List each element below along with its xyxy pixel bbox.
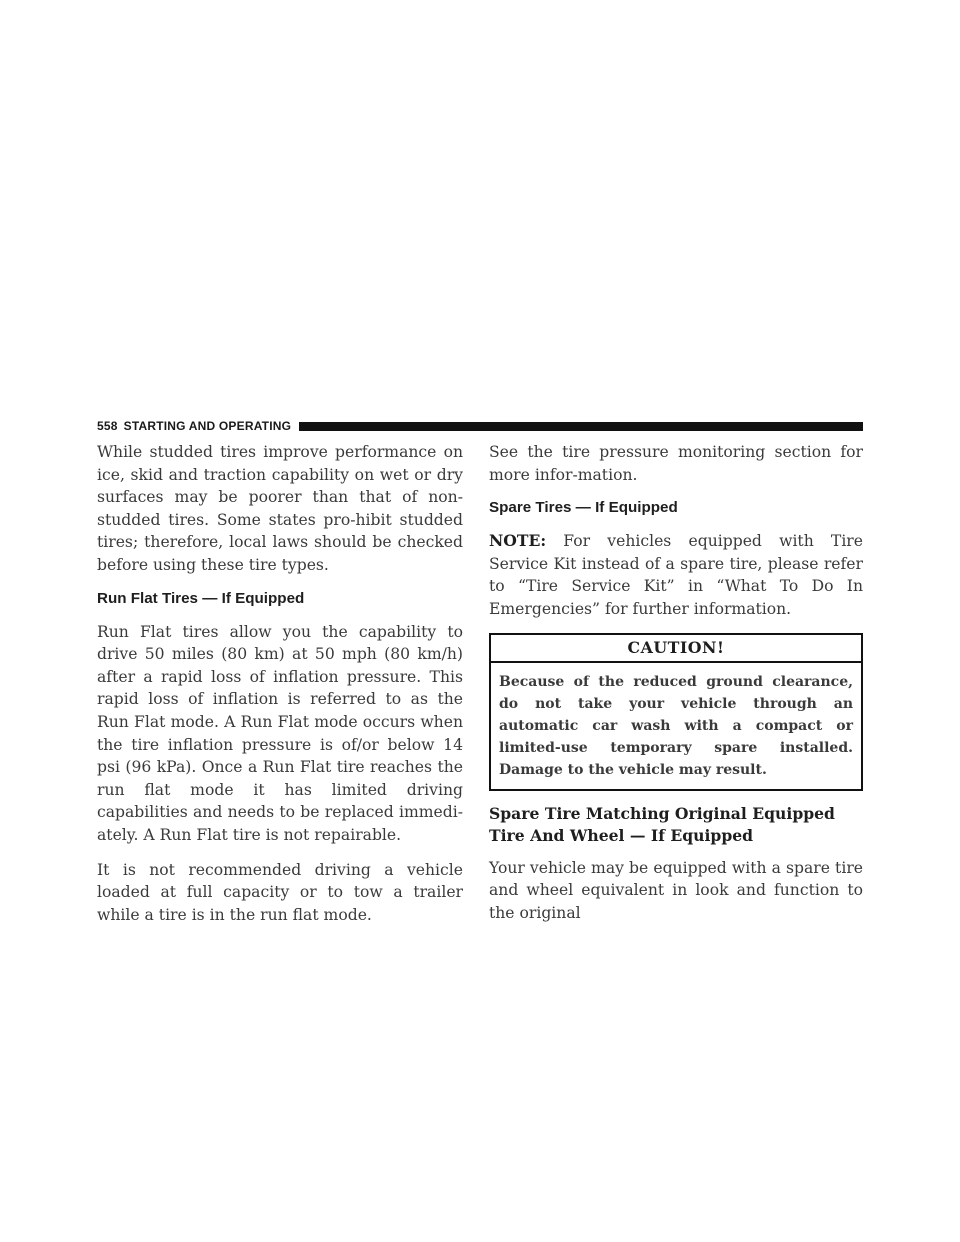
caution-title: CAUTION! bbox=[491, 635, 861, 663]
studded-tires-paragraph: While studded tires improve performance on ice, skid and traction capability on wet or dry surfaces may be poorer than that of non-studded tires. Some states pro-hibit studded tires; therefore, local laws should be checked before using these tire types. bbox=[97, 443, 463, 574]
page-header bbox=[97, 419, 863, 433]
tire-pressure-reference-paragraph: See the tire pressure monitoring section for more infor-mation. bbox=[489, 443, 863, 484]
note-paragraph bbox=[489, 530, 863, 620]
section-title: STARTING AND OPERATING bbox=[123, 419, 292, 433]
run-flat-heading: Run Flat Tires — If Equipped bbox=[97, 589, 305, 607]
header-rule bbox=[299, 422, 863, 431]
caution-text: Because of the reduced ground clearance, do not take your vehicle through an automatic car wash with a compact or limited-use temporary spare installed. Damage to the vehicle may result. bbox=[499, 673, 853, 778]
note-label: NOTE: bbox=[489, 531, 547, 551]
caution-box bbox=[489, 633, 863, 791]
left-column bbox=[97, 441, 463, 938]
right-column bbox=[489, 441, 863, 936]
page-number: 558 bbox=[97, 419, 118, 433]
spare-matching-subheading: Spare Tire Matching Original Equipped Tire And Wheel — If Equipped bbox=[489, 803, 835, 845]
note-text: For vehicles equipped with Tire Service Kit instead of a spare tire, please refer to “Tire Service Kit” in “What To Do In Emergencies” for further information. bbox=[489, 532, 863, 618]
spare-tires-heading: Spare Tires — If Equipped bbox=[489, 499, 678, 517]
run-flat-paragraph: Run Flat tires allow you the capability to drive 50 miles (80 km) at 50 mph (80 km/h) after a rapid loss of inflation pressure. This rapid loss of inflation is referred to as the Run Flat mode. A Run Flat mode occurs when the tire inflation pressure is of/or below 14 psi (96 kPa). Once a Run Flat tire reaches the run flat mode it has limited driving capabilities and needs to be replaced immedi-ately. A Run Flat tire is not repairable. bbox=[97, 622, 463, 844]
spare-matching-paragraph: Your vehicle may be equipped with a spare tire and wheel equivalent in look and function to the original bbox=[489, 858, 863, 922]
run-flat-towing-paragraph: It is not recommended driving a vehicle loaded at full capacity or to tow a trailer while a tire is in the run flat mode. bbox=[97, 860, 463, 924]
